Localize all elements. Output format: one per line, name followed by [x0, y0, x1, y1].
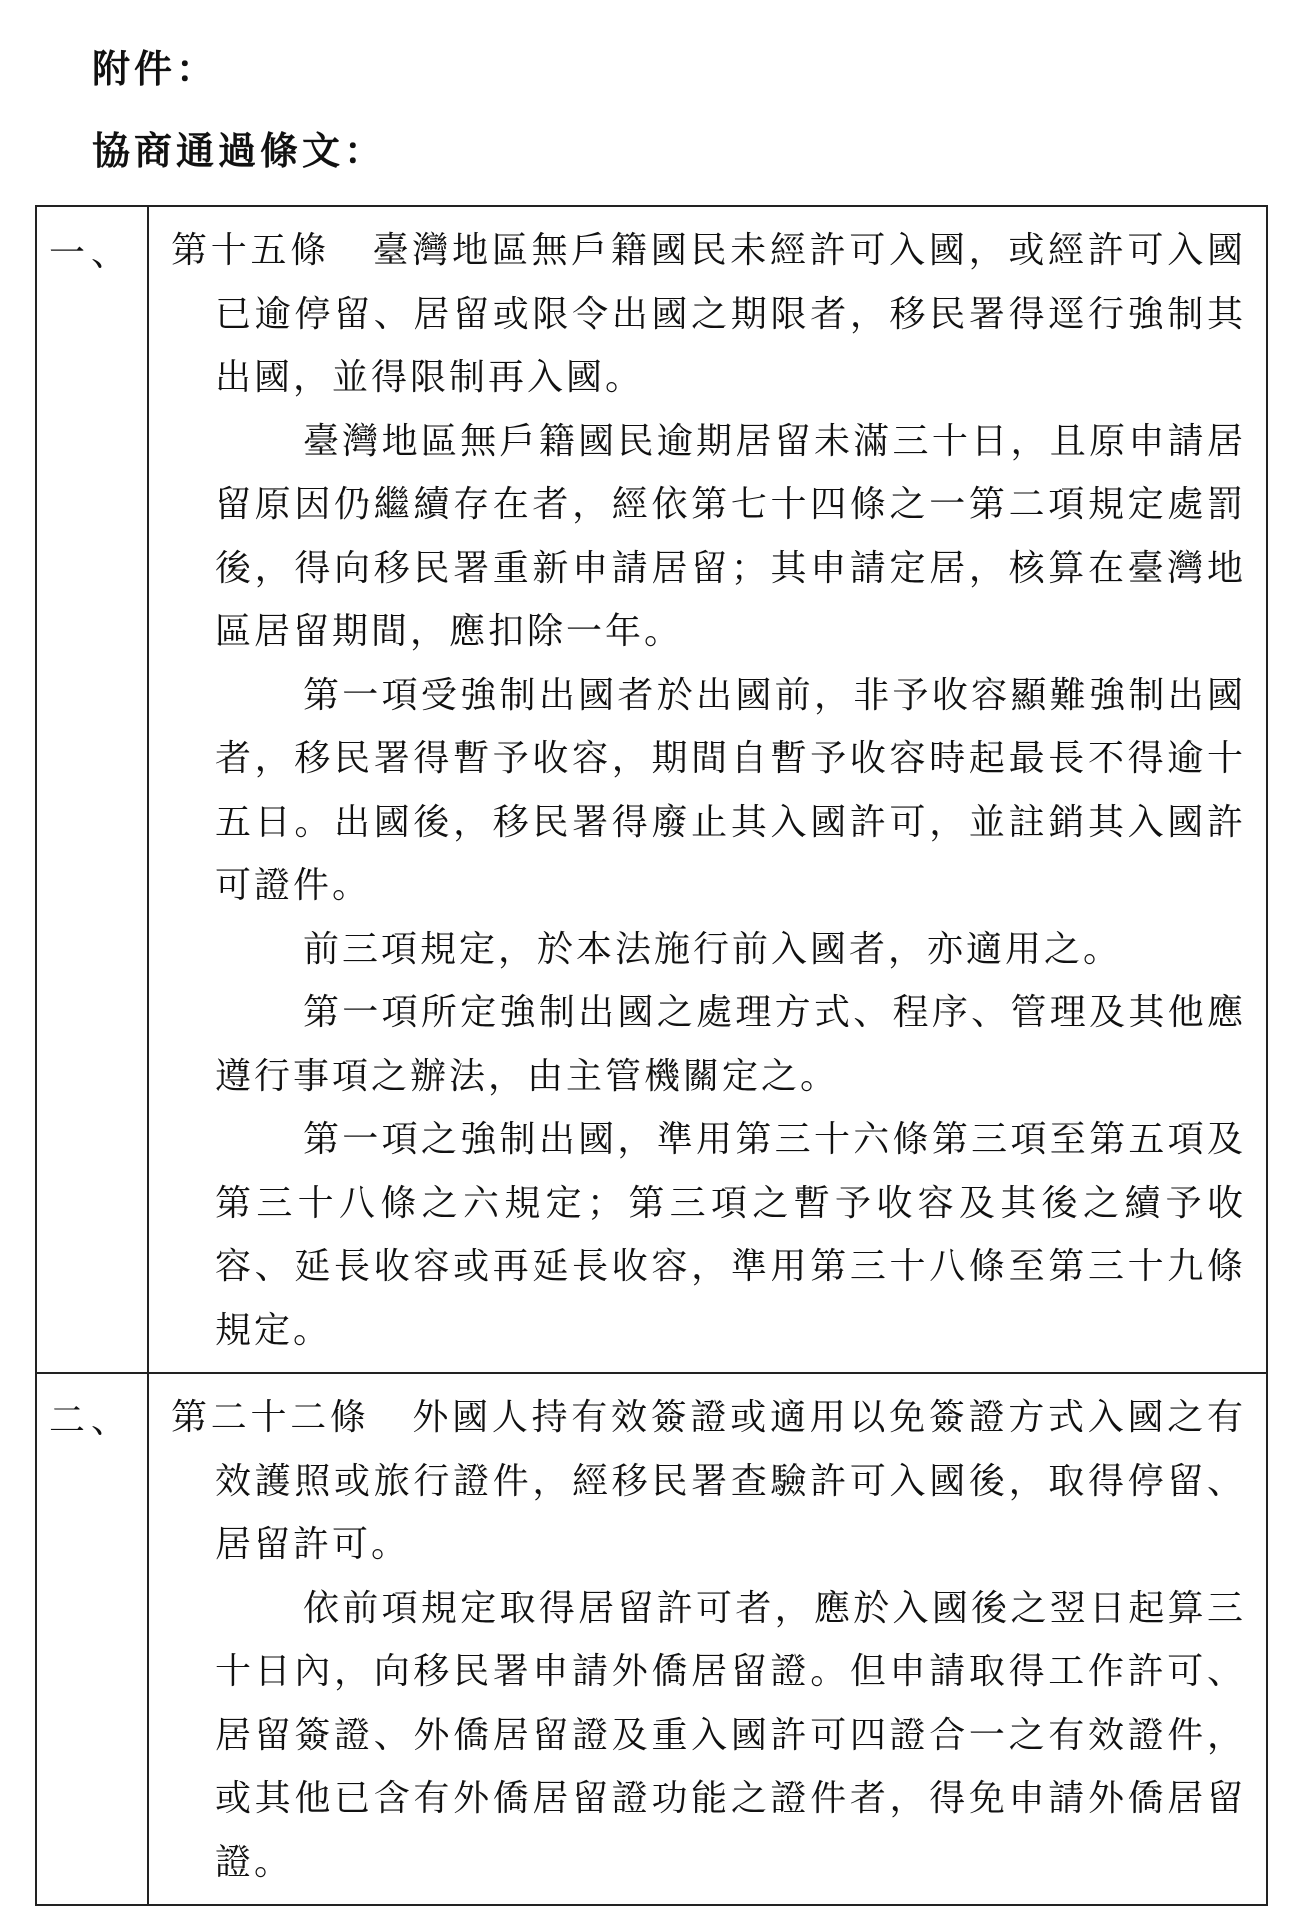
article-paragraph: 第一項之強制出國，準用第三十六條第三項至第五項及第三十八條之六規定；第三項之暫予收容及其後之續予收容、延長收容或再延長收容，準用第三十八條至第三十九條規定。 [215, 1119, 1246, 1351]
paragraph-text: 臺灣地區無戶籍國民未經許可入國，或經許可入國已逾停留、居留或限令出國之期限者，移民署得逕行強制其出國，並得限制再入國。 [215, 230, 1246, 398]
article-number: 二、 [36, 1373, 148, 1905]
article-body [148, 206, 1267, 1373]
section-title: 協商通過條文： [92, 129, 387, 173]
article-paragraph: 前三項規定，於本法施行前入國者，亦適用之。 [303, 928, 1123, 970]
articles-table [35, 205, 1268, 1906]
article-paragraph: 第一項受強制出國者於出國前，非予收容顯難強制出國者，移民署得暫予收容，期間自暫予收容時起最長不得逾十五日。出國後，移民署得廢止其入國許可，並註銷其入國許可證件。 [215, 674, 1246, 906]
paragraph-text: 外國人持有效簽證或適用以免簽證方式入國之有效護照或旅行證件，經移民署查驗許可入國後，取得停留、居留許可。 [215, 1397, 1246, 1565]
article-row [36, 206, 1267, 1373]
article-paragraph [171, 1386, 1246, 1577]
article-body [148, 1373, 1267, 1905]
article-title: 第二十二條 [171, 1397, 370, 1438]
article-title: 第十五條 [171, 230, 330, 271]
article-paragraph: 第一項所定強制出國之處理方式、程序、管理及其他應遵行事項之辦法，由主管機關定之。 [215, 992, 1246, 1097]
article-paragraph: 臺灣地區無戶籍國民逾期居留未滿三十日，且原申請居留原因仍繼續存在者，經依第七十四條之一第二項規定處罰後，得向移民署重新申請居留；其申請定居，核算在臺灣地區居留期間，應扣除一年。 [215, 420, 1246, 652]
article-paragraph [171, 219, 1246, 410]
attachment-label: 附件： [92, 47, 219, 91]
article-number: 一、 [36, 206, 148, 1373]
article-row [36, 1373, 1267, 1905]
article-paragraph: 依前項規定取得居留許可者，應於入國後之翌日起算三十日內，向移民署申請外僑居留證。但申請取得工作許可、居留簽證、外僑居留證及重入國許可四證合一之有效證件，或其他已含有外僑居留證功能之證件者，得免申請外僑居留證。 [215, 1587, 1246, 1883]
